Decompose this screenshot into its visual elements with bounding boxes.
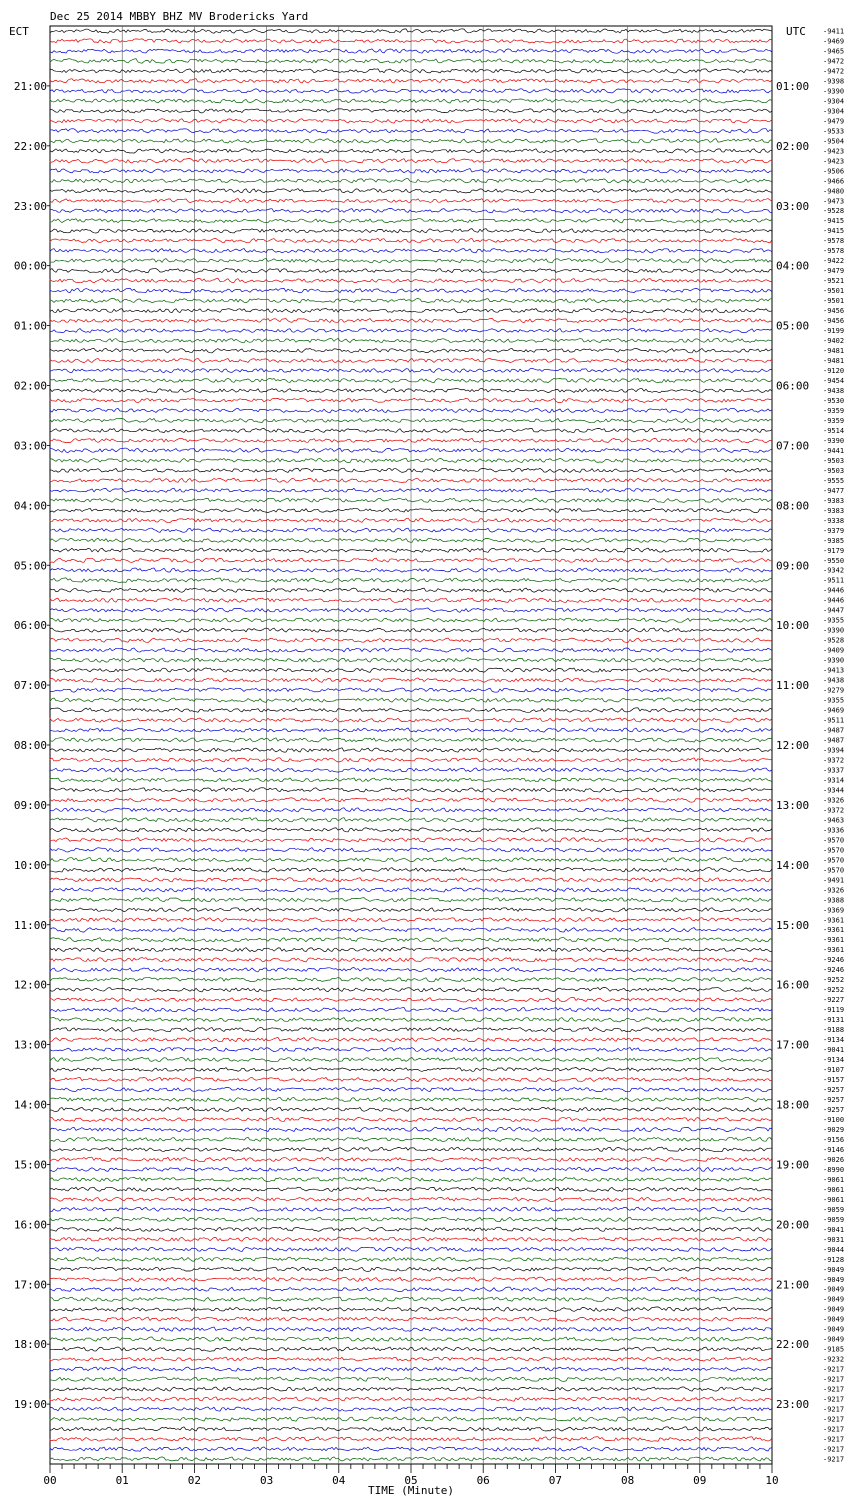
row-value-label: -9383: [823, 496, 845, 505]
row-value-label: -9372: [823, 806, 845, 815]
left-hour-label: 17:00: [13, 1278, 47, 1292]
row-value-label: -9337: [823, 766, 845, 775]
row-value-label: -9134: [823, 1056, 845, 1065]
row-value-label: -9049: [823, 1285, 845, 1294]
x-tick-label: 04: [332, 1474, 346, 1487]
row-value-label: -9059: [823, 1215, 845, 1224]
right-hour-label: 05:00: [776, 319, 810, 333]
row-value-label: -9049: [823, 1315, 845, 1324]
row-value-label: -9465: [823, 47, 845, 56]
row-value-label: -9372: [823, 756, 845, 765]
row-value-label: -9044: [823, 1245, 845, 1254]
row-value-label: -9217: [823, 1425, 845, 1434]
x-tick-label: 05: [404, 1474, 418, 1487]
right-hour-label: 20:00: [776, 1218, 810, 1232]
x-tick-label: 06: [476, 1474, 490, 1487]
row-value-label: -9304: [823, 97, 845, 106]
left-hour-label: 08:00: [13, 739, 47, 752]
row-value-label: -9415: [823, 217, 845, 226]
right-hour-label: 04:00: [776, 259, 810, 273]
row-value-label: -9338: [823, 516, 845, 525]
row-value-label: -9059: [823, 1205, 845, 1214]
row-value-label: -9528: [823, 636, 845, 645]
row-value-label: -9514: [823, 426, 845, 435]
row-value-label: -9359: [823, 416, 845, 425]
row-value-label: -9355: [823, 696, 845, 705]
row-value-label: -9413: [823, 666, 845, 675]
row-value-label: -9438: [823, 676, 845, 685]
row-value-label: -9511: [823, 576, 845, 585]
left-hour-label: 02:00: [13, 379, 47, 393]
right-hour-label: 17:00: [776, 1038, 810, 1052]
row-value-label: -9456: [823, 317, 845, 326]
left-hour-label: 11:00: [13, 918, 47, 932]
row-value-label: -9217: [823, 1435, 845, 1444]
row-value-label: -9578: [823, 247, 845, 256]
row-value-label: -9422: [823, 257, 845, 266]
row-value-label: -9570: [823, 866, 845, 875]
row-value-label: -9487: [823, 736, 845, 745]
row-value-label: -9438: [823, 386, 845, 395]
row-value-label: -9120: [823, 367, 845, 376]
row-value-label: -9415: [823, 227, 845, 236]
left-hour-label: 12:00: [13, 978, 47, 992]
row-value-label: -9361: [823, 946, 845, 955]
row-value-label: -9423: [823, 157, 845, 166]
row-value-label: -9528: [823, 207, 845, 216]
row-value-label: -9217: [823, 1375, 845, 1384]
row-value-label: -9355: [823, 616, 845, 625]
row-value-label: -9134: [823, 1036, 845, 1045]
row-value-label: -9179: [823, 546, 845, 555]
row-value-label: -9049: [823, 1325, 845, 1334]
row-value-label: -9246: [823, 966, 845, 975]
row-value-label: -9530: [823, 396, 845, 405]
row-value-label: -9217: [823, 1395, 845, 1404]
left-hour-label: 00:00: [13, 259, 47, 273]
right-hour-label: 11:00: [776, 679, 810, 693]
row-value-label: -9501: [823, 297, 845, 306]
right-hour-label: 15:00: [776, 918, 810, 932]
row-value-label: -9501: [823, 287, 845, 296]
row-value-label: -9257: [823, 1086, 845, 1095]
row-value-label: -9487: [823, 726, 845, 735]
row-value-label: -8990: [823, 1165, 845, 1174]
row-value-label: -9361: [823, 926, 845, 935]
right-hour-label: 10:00: [776, 619, 810, 633]
row-value-label: -9390: [823, 87, 845, 96]
x-axis-title: TIME (Minute): [367, 1484, 455, 1497]
row-value-label: -9049: [823, 1335, 845, 1344]
row-value-label: -9390: [823, 626, 845, 635]
row-value-label: -9570: [823, 836, 845, 845]
row-value-label: -9257: [823, 1096, 845, 1105]
row-value-label: -9119: [823, 1006, 845, 1015]
row-value-label: -9185: [823, 1345, 845, 1354]
left-hour-label: 13:00: [13, 1038, 47, 1052]
left-hour-label: 03:00: [13, 439, 47, 453]
row-value-label: -9049: [823, 1305, 845, 1314]
right-hour-label: 13:00: [776, 798, 810, 812]
left-hour-label: 01:00: [13, 319, 47, 333]
row-value-label: -9479: [823, 267, 845, 276]
left-hour-label: 15:00: [13, 1158, 47, 1172]
x-tick-label: 02: [187, 1474, 202, 1487]
left-hour-label: 05:00: [13, 559, 47, 573]
row-value-label: -9472: [823, 67, 845, 76]
row-value-label: -9469: [823, 37, 845, 46]
row-value-label: -9385: [823, 536, 845, 545]
x-tick-label: 01: [115, 1474, 129, 1487]
row-value-label: -9411: [823, 27, 845, 36]
row-value-label: -9041: [823, 1046, 845, 1055]
x-tick-label: 10: [765, 1474, 779, 1487]
right-hour-label: 07:00: [776, 439, 810, 453]
row-value-label: -9232: [823, 1355, 845, 1364]
right-hour-label: 18:00: [776, 1098, 810, 1112]
row-value-label: -9344: [823, 786, 845, 795]
row-value-label: -9359: [823, 406, 845, 415]
row-value-label: -9409: [823, 646, 845, 655]
row-value-label: -9188: [823, 1026, 845, 1035]
left-hour-label: 23:00: [13, 199, 47, 213]
row-value-label: -9107: [823, 1066, 845, 1075]
right-hour-label: 23:00: [776, 1398, 810, 1412]
row-value-label: -9199: [823, 327, 845, 336]
row-value-label: -9217: [823, 1365, 845, 1374]
row-value-label: -9456: [823, 307, 845, 316]
row-value-label: -9041: [823, 1225, 845, 1234]
row-value-label: -9506: [823, 167, 845, 176]
row-value-label: -9049: [823, 1275, 845, 1284]
row-value-label: -9472: [823, 57, 845, 66]
row-value-labels: [823, 27, 844, 1463]
row-value-label: -9446: [823, 586, 845, 595]
row-value-label: -9578: [823, 237, 845, 246]
row-value-label: -9441: [823, 446, 845, 455]
right-hour-label: 14:00: [776, 858, 810, 872]
row-value-label: -9402: [823, 337, 845, 346]
left-hour-label: 18:00: [13, 1338, 47, 1352]
right-hour-label: 03:00: [776, 199, 810, 213]
row-value-label: -9469: [823, 706, 845, 715]
left-hour-label: 06:00: [13, 619, 47, 633]
right-hour-label: 08:00: [776, 499, 810, 513]
x-tick-label: 03: [259, 1474, 274, 1487]
x-tick-label: 09: [693, 1474, 707, 1487]
right-hour-label: 19:00: [776, 1158, 810, 1172]
row-value-label: -9533: [823, 127, 845, 136]
row-value-label: -9217: [823, 1445, 845, 1454]
row-value-label: -9361: [823, 936, 845, 945]
row-value-label: -9217: [823, 1455, 845, 1464]
row-value-label: -9511: [823, 716, 845, 725]
row-value-label: -9061: [823, 1195, 845, 1204]
row-value-label: -9570: [823, 856, 845, 865]
row-value-label: -9252: [823, 986, 845, 995]
row-value-label: -9369: [823, 906, 845, 915]
row-value-label: -9480: [823, 187, 845, 196]
row-value-label: -9390: [823, 436, 845, 445]
row-value-label: -9477: [823, 486, 845, 495]
right-hour-label: 22:00: [776, 1338, 810, 1352]
row-value-label: -9217: [823, 1385, 845, 1394]
row-value-label: -9326: [823, 796, 845, 805]
right-hour-label: 12:00: [776, 739, 810, 752]
row-value-label: -9246: [823, 956, 845, 965]
row-value-label: -9217: [823, 1415, 845, 1424]
row-value-label: -9463: [823, 816, 845, 825]
left-axis-label: ECT: [9, 25, 29, 38]
row-value-label: -9336: [823, 826, 845, 835]
row-value-label: -9388: [823, 896, 845, 905]
left-hour-label: 21:00: [13, 79, 47, 93]
row-value-label: -9394: [823, 746, 845, 755]
row-value-label: -9131: [823, 1016, 845, 1025]
row-value-label: -9227: [823, 996, 845, 1005]
row-value-label: -9503: [823, 466, 845, 475]
right-hour-label: 06:00: [776, 379, 810, 393]
row-value-label: -9029: [823, 1125, 845, 1134]
row-value-label: -9481: [823, 357, 845, 366]
x-tick-label: 08: [620, 1474, 635, 1487]
right-hour-label: 09:00: [776, 559, 810, 573]
row-value-label: -9326: [823, 886, 845, 895]
right-hour-label: 02:00: [776, 139, 810, 153]
row-value-label: -9555: [823, 476, 845, 485]
right-hour-label: 01:00: [776, 79, 810, 93]
row-value-label: -9491: [823, 876, 845, 885]
row-value-label: -9503: [823, 456, 845, 465]
row-value-label: -9550: [823, 556, 845, 565]
left-hour-label: 04:00: [13, 499, 47, 513]
row-value-label: -9383: [823, 506, 845, 515]
left-hour-label: 19:00: [13, 1398, 47, 1412]
left-hour-label: 14:00: [13, 1098, 47, 1112]
row-value-label: -9128: [823, 1255, 845, 1264]
row-value-label: -9521: [823, 277, 845, 286]
row-value-label: -9446: [823, 596, 845, 605]
x-tick-label: 07: [548, 1474, 563, 1487]
left-hour-label: 09:00: [13, 798, 47, 812]
row-value-label: -9061: [823, 1175, 845, 1184]
left-hour-label: 10:00: [13, 858, 47, 872]
row-value-label: -9279: [823, 686, 845, 695]
row-value-label: -9398: [823, 77, 845, 86]
row-value-label: -9447: [823, 606, 845, 615]
row-value-label: -9257: [823, 1105, 845, 1114]
right-axis-label: UTC: [786, 25, 806, 38]
row-value-label: -9454: [823, 377, 845, 386]
row-value-label: -9026: [823, 1155, 845, 1164]
row-value-label: -9423: [823, 147, 845, 156]
row-value-label: -9361: [823, 916, 845, 925]
left-hour-label: 07:00: [13, 679, 47, 693]
row-value-label: -9252: [823, 976, 845, 985]
row-value-label: -9049: [823, 1265, 845, 1274]
row-value-label: -9049: [823, 1295, 845, 1304]
row-value-label: -9100: [823, 1115, 845, 1124]
row-value-label: -9061: [823, 1185, 845, 1194]
row-value-label: -9156: [823, 1135, 845, 1144]
row-value-label: -9342: [823, 566, 845, 575]
row-value-label: -9570: [823, 846, 845, 855]
right-hour-label: 21:00: [776, 1278, 810, 1292]
row-value-label: -9304: [823, 107, 845, 116]
row-value-label: -9466: [823, 177, 845, 186]
row-value-label: -9217: [823, 1405, 845, 1414]
row-value-label: -9390: [823, 656, 845, 665]
left-hour-label: 22:00: [13, 139, 47, 153]
row-value-label: -9473: [823, 197, 845, 206]
chart-title: Dec 25 2014 MBBY BHZ MV Brodericks Yard: [50, 10, 309, 23]
row-value-label: -9379: [823, 526, 845, 535]
row-value-label: -9157: [823, 1076, 845, 1085]
x-tick-label: 00: [43, 1474, 57, 1487]
row-value-label: -9481: [823, 347, 845, 356]
row-value-label: -9146: [823, 1145, 845, 1154]
left-hour-label: 16:00: [13, 1218, 47, 1232]
row-value-label: -9314: [823, 776, 845, 785]
row-value-label: -9479: [823, 117, 845, 126]
row-value-label: -9504: [823, 137, 845, 146]
row-value-label: -9031: [823, 1235, 845, 1244]
right-hour-label: 16:00: [776, 978, 810, 992]
